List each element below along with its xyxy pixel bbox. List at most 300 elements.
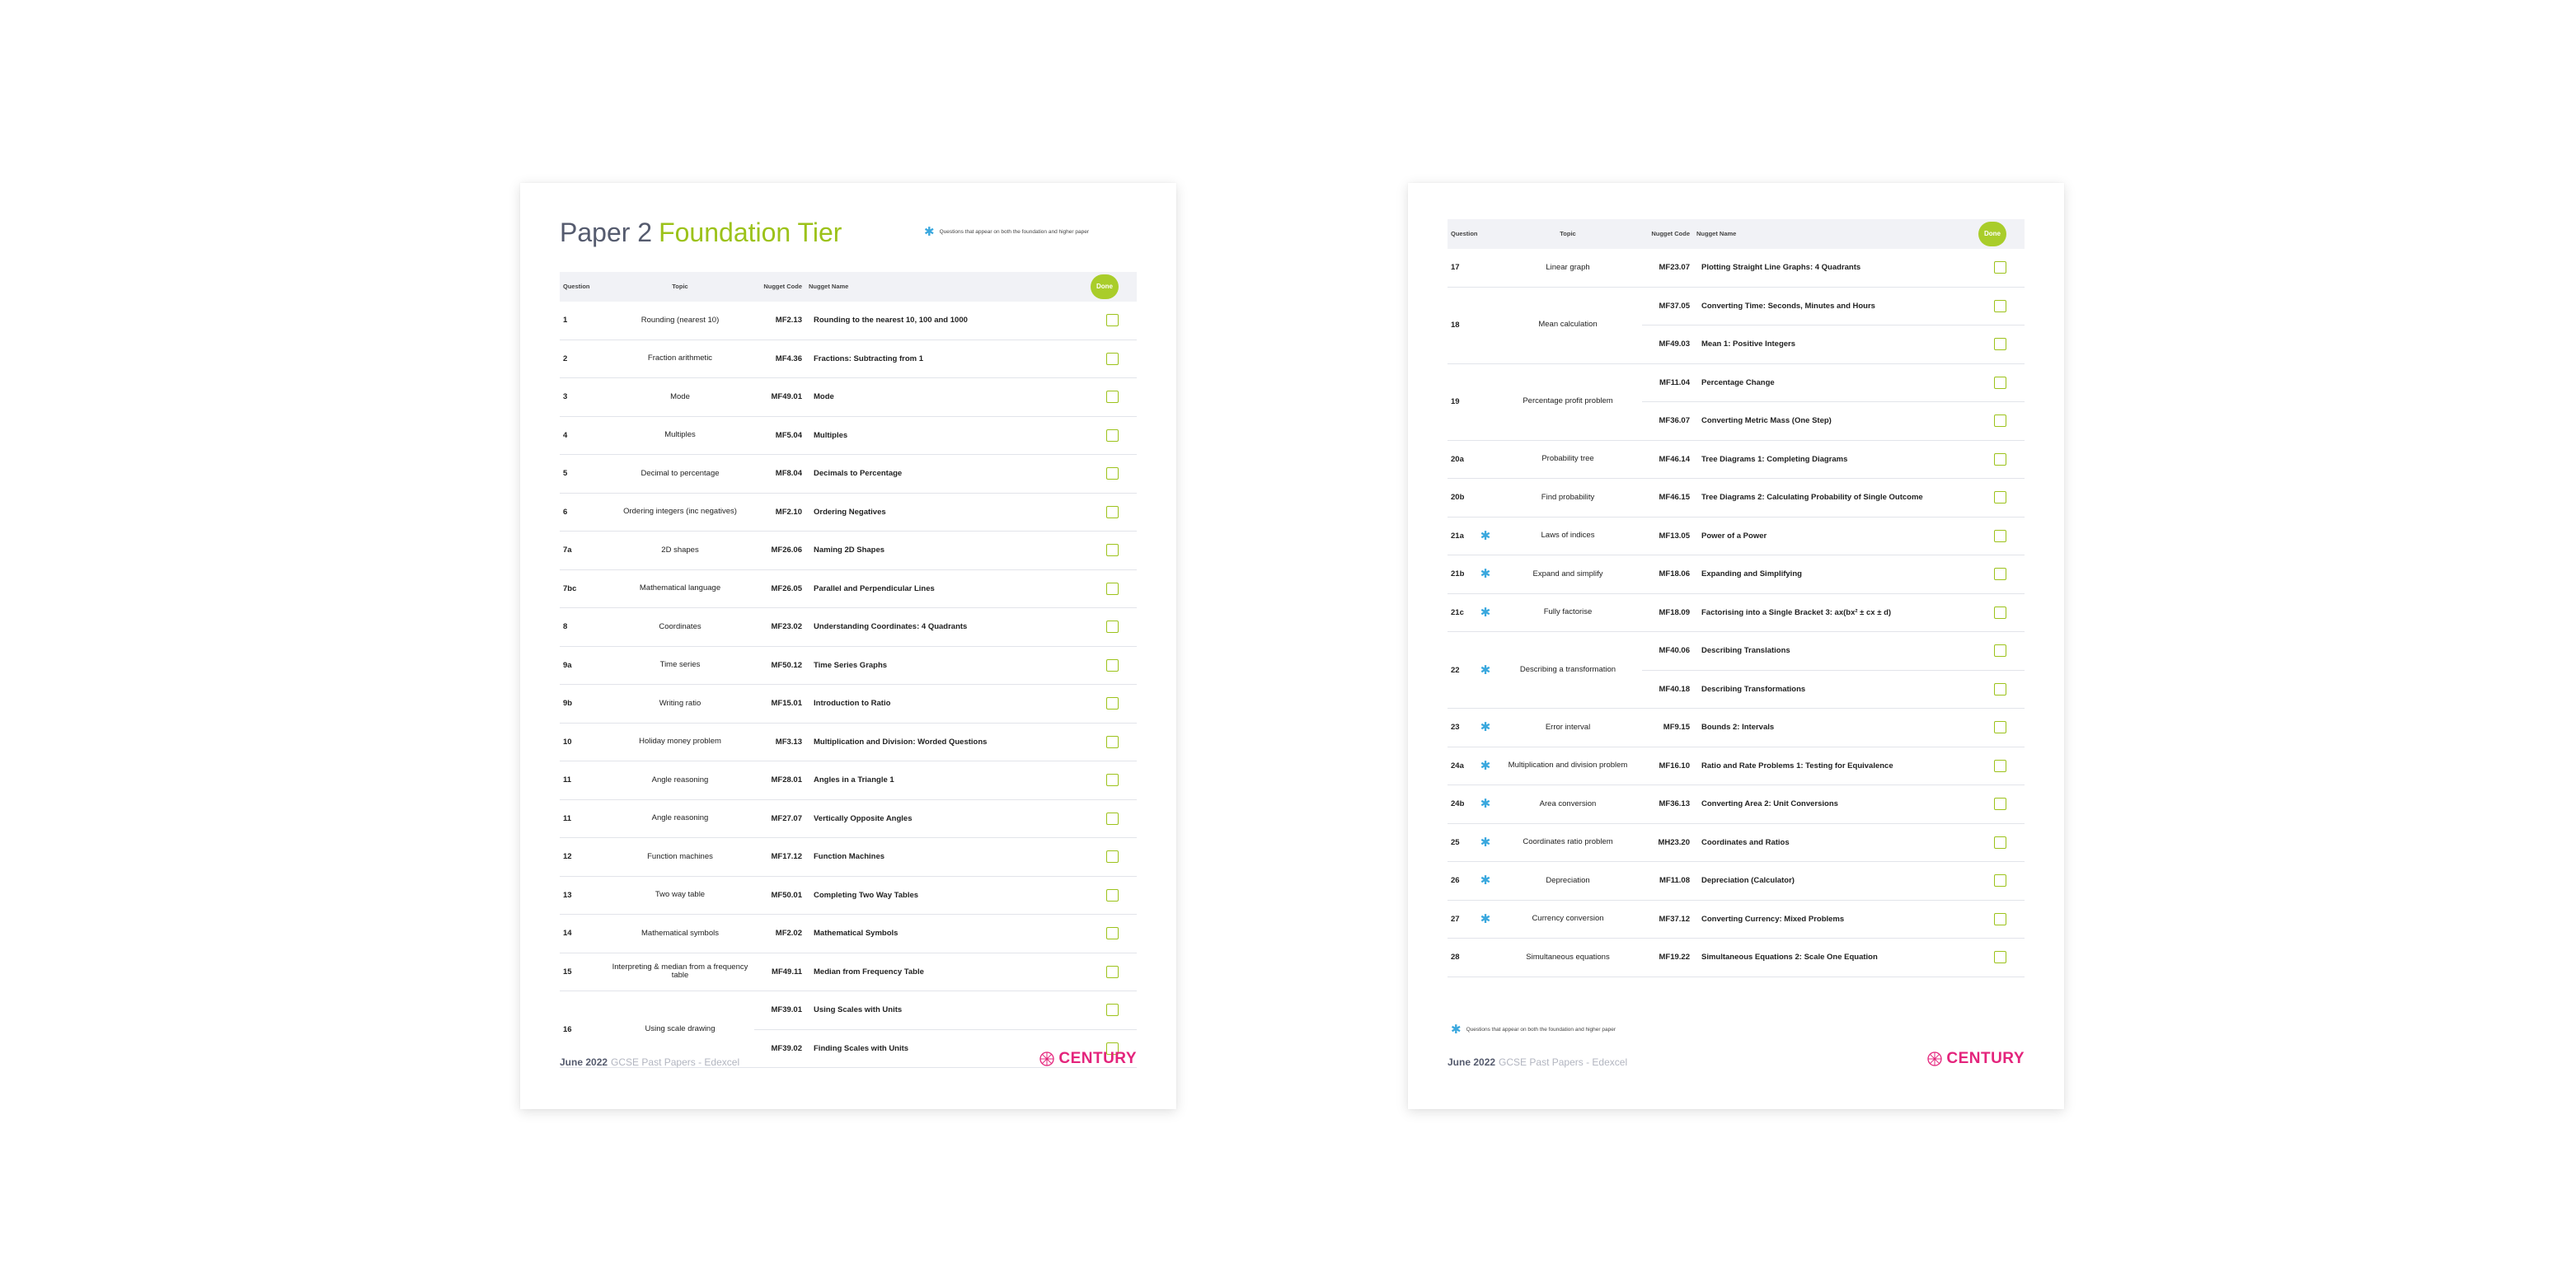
question-number: 24a: [1448, 747, 1477, 785]
footer-description: GCSE Past Papers - Edexcel: [611, 1056, 740, 1068]
table-row: [560, 838, 1137, 877]
star-icon: ✱: [1480, 835, 1491, 850]
nugget-code: MF37.05: [1642, 287, 1693, 326]
star-icon: ✱: [1480, 911, 1491, 926]
star-cell: [589, 876, 606, 915]
topic: Depreciation: [1494, 862, 1642, 901]
done-cell: [1975, 939, 2025, 977]
done-checkbox[interactable]: [1106, 621, 1119, 633]
done-cell: [1975, 823, 2025, 862]
table-row: [1448, 363, 2025, 402]
done-checkbox[interactable]: [1994, 721, 2006, 733]
topic: Laws of indices: [1494, 517, 1642, 555]
nugget-name: Percentage Change: [1693, 363, 1975, 402]
done-checkbox[interactable]: [1106, 813, 1119, 825]
nugget-code: MF49.11: [754, 953, 805, 991]
question-number: 2: [560, 340, 589, 378]
worksheet-page-2: [1408, 183, 2064, 1109]
nugget-name: Describing Translations: [1693, 632, 1975, 671]
nugget-code: MF11.04: [1642, 363, 1693, 402]
done-cell: [1087, 723, 1137, 761]
table-row: [1448, 440, 2025, 479]
nugget-name: Converting Area 2: Unit Conversions: [1693, 785, 1975, 824]
nugget-name: Finding Scales with Units: [805, 1029, 1087, 1068]
done-cell: [1975, 900, 2025, 939]
done-checkbox[interactable]: [1994, 836, 2006, 849]
nugget-code: MF9.15: [1642, 709, 1693, 747]
done-checkbox[interactable]: [1994, 913, 2006, 925]
nugget-name: Median from Frequency Table: [805, 953, 1087, 991]
topic: Multiplication and division problem: [1494, 747, 1642, 785]
topic: Percentage profit problem: [1494, 363, 1642, 440]
nugget-code: MF49.03: [1642, 326, 1693, 364]
done-cell: [1975, 632, 2025, 671]
footer-date: June 2022: [1448, 1056, 1496, 1068]
nugget-code: MF2.02: [754, 915, 805, 953]
question-number: 19: [1448, 363, 1477, 440]
question-number: 21c: [1448, 593, 1477, 632]
star-cell: [589, 532, 606, 570]
table-header-row: [1448, 219, 2025, 249]
question-number: 1: [560, 302, 589, 340]
done-checkbox[interactable]: [1106, 966, 1119, 978]
star-cell: [589, 723, 606, 761]
done-cell: [1087, 455, 1137, 494]
done-checkbox[interactable]: [1106, 314, 1119, 326]
done-cell: [1087, 608, 1137, 647]
header-nugget-name: Nugget Name: [1693, 219, 1975, 249]
question-number: 10: [560, 723, 589, 761]
nugget-code: MF16.10: [1642, 747, 1693, 785]
header-star-column: [589, 272, 606, 302]
star-cell: [589, 416, 606, 455]
topic: Ordering integers (inc negatives): [606, 493, 754, 532]
star-cell: [589, 302, 606, 340]
nugget-code: MF19.22: [1642, 939, 1693, 977]
done-checkbox[interactable]: [1994, 530, 2006, 542]
nugget-name: Tree Diagrams 2: Calculating Probability of Single Outcome: [1693, 479, 1975, 518]
nugget-name: Multiplication and Division: Worded Questions: [805, 723, 1087, 761]
table-body: [560, 302, 1137, 1068]
nugget-code: MH23.20: [1642, 823, 1693, 862]
brand-name: CENTURY: [1058, 1050, 1137, 1067]
nugget-name: Multiples: [805, 416, 1087, 455]
table-row: [1448, 709, 2025, 747]
nugget-name: Factorising into a Single Bracket 3: ax(bx² ± cx ± d): [1693, 593, 1975, 632]
table-row: [560, 340, 1137, 378]
star-icon: ✱: [1480, 528, 1491, 543]
star-cell: [1477, 862, 1494, 901]
done-checkbox[interactable]: [1994, 798, 2006, 810]
nugget-name: Vertically Opposite Angles: [805, 799, 1087, 838]
nugget-code: MF49.01: [754, 378, 805, 417]
table-row: [560, 876, 1137, 915]
header-topic: Topic: [1494, 219, 1642, 249]
topic: Interpreting & median from a frequency table: [606, 953, 754, 991]
topic: Mathematical symbols: [606, 915, 754, 953]
table-row: [1448, 862, 2025, 901]
done-checkbox[interactable]: [1994, 261, 2006, 274]
nugget-name: Rounding to the nearest 10, 100 and 1000: [805, 302, 1087, 340]
star-icon: ✱: [1480, 663, 1491, 677]
star-cell: [1477, 287, 1494, 363]
done-cell: [1087, 876, 1137, 915]
nugget-name: Naming 2D Shapes: [805, 532, 1087, 570]
table-row: [560, 302, 1137, 340]
nugget-code: MF3.13: [754, 723, 805, 761]
nugget-name: Coordinates and Ratios: [1693, 823, 1975, 862]
star-cell: [589, 378, 606, 417]
nugget-code: MF28.01: [754, 761, 805, 800]
question-number: 7a: [560, 532, 589, 570]
done-cell: [1975, 517, 2025, 555]
star-cell: [1477, 939, 1494, 977]
nugget-name: Converting Metric Mass (One Step): [1693, 402, 1975, 441]
star-cell: [1477, 479, 1494, 518]
topic: Area conversion: [1494, 785, 1642, 824]
done-cell: [1087, 378, 1137, 417]
topic: Time series: [606, 646, 754, 685]
nugget-code: MF5.04: [754, 416, 805, 455]
century-logo-icon: [1039, 1051, 1055, 1067]
done-checkbox[interactable]: [1106, 429, 1119, 442]
star-cell: [589, 685, 606, 724]
done-cell: [1087, 953, 1137, 991]
done-badge: Done: [1978, 222, 2006, 246]
star-cell: [589, 799, 606, 838]
footer: [560, 1056, 739, 1068]
done-checkbox[interactable]: [1994, 760, 2006, 772]
star-cell: [1477, 709, 1494, 747]
done-cell: [1087, 340, 1137, 378]
header-nugget-name: Nugget Name: [805, 272, 1087, 302]
nugget-code: MF50.12: [754, 646, 805, 685]
century-logo-icon: [1926, 1051, 1943, 1067]
table-row: [1448, 249, 2025, 287]
header-done: [1087, 272, 1137, 302]
star-cell: [589, 493, 606, 532]
paper-label: Paper 2: [560, 218, 653, 247]
header-done: [1975, 219, 2025, 249]
done-cell: [1975, 709, 2025, 747]
star-icon: ✱: [1480, 873, 1491, 888]
topic: Coordinates ratio problem: [1494, 823, 1642, 862]
nugget-name: Depreciation (Calculator): [1693, 862, 1975, 901]
nugget-name: Bounds 2: Intervals: [1693, 709, 1975, 747]
nugget-name: Parallel and Perpendicular Lines: [805, 569, 1087, 608]
question-number: 5: [560, 455, 589, 494]
table-row: [1448, 593, 2025, 632]
done-checkbox[interactable]: [1106, 850, 1119, 863]
topic: Writing ratio: [606, 685, 754, 724]
done-checkbox[interactable]: [1994, 683, 2006, 696]
question-number: 24b: [1448, 785, 1477, 824]
header-topic: Topic: [606, 272, 754, 302]
topic: Mode: [606, 378, 754, 417]
nugget-name: Function Machines: [805, 838, 1087, 877]
done-checkbox[interactable]: [1994, 607, 2006, 619]
done-checkbox[interactable]: [1994, 338, 2006, 350]
star-cell: [1477, 785, 1494, 824]
done-checkbox[interactable]: [1106, 467, 1119, 480]
star-cell: [589, 455, 606, 494]
nugget-name: Converting Time: Seconds, Minutes and Hours: [1693, 287, 1975, 326]
question-number: 6: [560, 493, 589, 532]
topic: Angle reasoning: [606, 799, 754, 838]
question-number: 15: [560, 953, 589, 991]
done-checkbox[interactable]: [1106, 889, 1119, 902]
topic: Multiples: [606, 416, 754, 455]
page-title: [560, 218, 842, 248]
topic: Decimal to percentage: [606, 455, 754, 494]
star-cell: [1477, 632, 1494, 709]
star-cell: [1477, 900, 1494, 939]
nugget-name: Understanding Coordinates: 4 Quadrants: [805, 608, 1087, 647]
done-checkbox[interactable]: [1994, 568, 2006, 580]
star-cell: [1477, 555, 1494, 594]
table-row: [1448, 287, 2025, 326]
question-number: 11: [560, 799, 589, 838]
table-body: [1448, 249, 2025, 977]
nugget-name: Completing Two Way Tables: [805, 876, 1087, 915]
question-number: 21b: [1448, 555, 1477, 594]
star-cell: [589, 761, 606, 800]
nugget-name: Fractions: Subtracting from 1: [805, 340, 1087, 378]
nugget-name: Mean 1: Positive Integers: [1693, 326, 1975, 364]
star-cell: [589, 953, 606, 991]
done-cell: [1087, 416, 1137, 455]
done-checkbox[interactable]: [1106, 774, 1119, 786]
question-number: 4: [560, 416, 589, 455]
nugget-code: MF18.06: [1642, 555, 1693, 594]
question-number: 16: [560, 991, 589, 1068]
table-row: [560, 532, 1137, 570]
star-cell: [1477, 440, 1494, 479]
nugget-code: MF36.13: [1642, 785, 1693, 824]
nugget-code: MF26.06: [754, 532, 805, 570]
star-cell: [1477, 363, 1494, 440]
nugget-code: MF50.01: [754, 876, 805, 915]
nugget-name: Mode: [805, 378, 1087, 417]
done-checkbox[interactable]: [1106, 353, 1119, 365]
done-cell: [1087, 915, 1137, 953]
done-cell: [1975, 249, 2025, 287]
footer-date: June 2022: [560, 1056, 608, 1068]
topic: Currency conversion: [1494, 900, 1642, 939]
done-cell: [1087, 646, 1137, 685]
footer: [1448, 1056, 1627, 1068]
header-question: Question: [560, 272, 589, 302]
nugget-code: MF36.07: [1642, 402, 1693, 441]
done-checkbox[interactable]: [1994, 453, 2006, 466]
century-logo: [1926, 1050, 2025, 1068]
done-cell: [1087, 838, 1137, 877]
done-cell: [1975, 363, 2025, 402]
brand-name: CENTURY: [1946, 1050, 2025, 1067]
table-row: [560, 608, 1137, 647]
done-checkbox[interactable]: [1106, 583, 1119, 595]
topic: Describing a transformation: [1494, 632, 1642, 709]
done-checkbox[interactable]: [1994, 491, 2006, 503]
topic: Function machines: [606, 838, 754, 877]
table-row: [560, 493, 1137, 532]
nugget-code: MF18.09: [1642, 593, 1693, 632]
nugget-name: Describing Transformations: [1693, 670, 1975, 709]
nugget-code: MF40.06: [1642, 632, 1693, 671]
nugget-name: Tree Diagrams 1: Completing Diagrams: [1693, 440, 1975, 479]
done-checkbox[interactable]: [1106, 1004, 1119, 1016]
topic: Probability tree: [1494, 440, 1642, 479]
nugget-code: MF23.02: [754, 608, 805, 647]
done-checkbox[interactable]: [1106, 544, 1119, 556]
topic: Using scale drawing: [606, 991, 754, 1068]
header-star-column: [1477, 219, 1494, 249]
done-cell: [1087, 532, 1137, 570]
topic: Expand and simplify: [1494, 555, 1642, 594]
done-checkbox[interactable]: [1106, 736, 1119, 748]
star-icon: ✱: [1451, 1023, 1462, 1037]
done-checkbox[interactable]: [1994, 951, 2006, 963]
done-cell: [1087, 761, 1137, 800]
table-header-row: [560, 272, 1137, 302]
nugget-name: Ratio and Rate Problems 1: Testing for Equivalence: [1693, 747, 1975, 785]
star-cell: [589, 915, 606, 953]
star-icon: ✱: [1480, 758, 1491, 773]
question-number: 23: [1448, 709, 1477, 747]
topic: Coordinates: [606, 608, 754, 647]
table-row: [1448, 555, 2025, 594]
table-row: [1448, 823, 2025, 862]
nugget-code: MF23.07: [1642, 249, 1693, 287]
star-cell: [589, 838, 606, 877]
done-checkbox[interactable]: [1106, 927, 1119, 939]
topic: Two way table: [606, 876, 754, 915]
header-nugget-code: Nugget Code: [1642, 219, 1693, 249]
topic: Linear graph: [1494, 249, 1642, 287]
star-cell: [1477, 593, 1494, 632]
done-checkbox[interactable]: [1994, 377, 2006, 389]
nugget-code: MF40.18: [1642, 670, 1693, 709]
table-row: [560, 991, 1137, 1030]
worksheet-page-1: [520, 183, 1176, 1109]
question-number: 25: [1448, 823, 1477, 862]
nugget-name: Plotting Straight Line Graphs: 4 Quadrants: [1693, 249, 1975, 287]
question-number: 9b: [560, 685, 589, 724]
star-cell: [589, 646, 606, 685]
table-row: [560, 378, 1137, 417]
table-row: [560, 953, 1137, 991]
topic: Simultaneous equations: [1494, 939, 1642, 977]
question-number: 7bc: [560, 569, 589, 608]
done-cell: [1975, 402, 2025, 441]
legend-text: Questions that appear on both the foundation and higher paper: [1466, 1027, 1616, 1033]
done-checkbox[interactable]: [1994, 415, 2006, 427]
topic: Fully factorise: [1494, 593, 1642, 632]
questions-table: [1448, 219, 2025, 977]
star-cell: [1477, 823, 1494, 862]
done-cell: [1975, 862, 2025, 901]
table-row: [560, 915, 1137, 953]
done-checkbox[interactable]: [1106, 391, 1119, 403]
done-cell: [1975, 326, 2025, 364]
done-cell: [1087, 493, 1137, 532]
done-cell: [1975, 287, 2025, 326]
question-number: 28: [1448, 939, 1477, 977]
done-cell: [1087, 302, 1137, 340]
table-row: [560, 455, 1137, 494]
nugget-name: Using Scales with Units: [805, 991, 1087, 1030]
table-row: [560, 646, 1137, 685]
topic: Angle reasoning: [606, 761, 754, 800]
done-checkbox[interactable]: [1106, 697, 1119, 710]
table-row: [560, 799, 1137, 838]
done-checkbox[interactable]: [1106, 506, 1119, 518]
done-badge: Done: [1091, 274, 1119, 299]
star-cell: [589, 608, 606, 647]
star-cell: [589, 569, 606, 608]
done-checkbox[interactable]: [1994, 644, 2006, 657]
nugget-name: Decimals to Percentage: [805, 455, 1087, 494]
table-row: [560, 685, 1137, 724]
done-cell: [1087, 685, 1137, 724]
star-icon: ✱: [1480, 567, 1491, 582]
star-icon: ✱: [1480, 720, 1491, 735]
done-checkbox[interactable]: [1994, 874, 2006, 887]
question-number: 9a: [560, 646, 589, 685]
nugget-name: Ordering Negatives: [805, 493, 1087, 532]
question-number: 21a: [1448, 517, 1477, 555]
done-cell: [1975, 479, 2025, 518]
done-cell: [1087, 991, 1137, 1030]
nugget-code: MF27.07: [754, 799, 805, 838]
star-cell: [1477, 249, 1494, 287]
table-row: [560, 723, 1137, 761]
topic: 2D shapes: [606, 532, 754, 570]
done-cell: [1975, 555, 2025, 594]
table-row: [1448, 939, 2025, 977]
question-number: 27: [1448, 900, 1477, 939]
nugget-code: MF8.04: [754, 455, 805, 494]
header-nugget-code: Nugget Code: [754, 272, 805, 302]
done-cell: [1975, 593, 2025, 632]
done-checkbox[interactable]: [1994, 300, 2006, 312]
nugget-name: Time Series Graphs: [805, 646, 1087, 685]
nugget-name: Introduction to Ratio: [805, 685, 1087, 724]
nugget-code: MF46.15: [1642, 479, 1693, 518]
nugget-code: MF39.01: [754, 991, 805, 1030]
question-number: 22: [1448, 632, 1477, 709]
question-number: 20b: [1448, 479, 1477, 518]
nugget-code: MF4.36: [754, 340, 805, 378]
done-cell: [1087, 799, 1137, 838]
done-cell: [1975, 747, 2025, 785]
star-icon: ✱: [1480, 797, 1491, 812]
table-row: [1448, 747, 2025, 785]
done-cell: [1975, 440, 2025, 479]
done-checkbox[interactable]: [1106, 659, 1119, 672]
table-row: [1448, 632, 2025, 671]
star-cell: [1477, 747, 1494, 785]
nugget-code: MF39.02: [754, 1029, 805, 1068]
table-row: [1448, 785, 2025, 824]
done-cell: [1087, 569, 1137, 608]
question-number: 17: [1448, 249, 1477, 287]
legend-text: Questions that appear on both the foundation and higher paper: [939, 229, 1089, 235]
star-icon: ✱: [924, 225, 935, 239]
footer-description: GCSE Past Papers - Edexcel: [1499, 1056, 1628, 1068]
nugget-name: Expanding and Simplifying: [1693, 555, 1975, 594]
star-cell: [1477, 517, 1494, 555]
